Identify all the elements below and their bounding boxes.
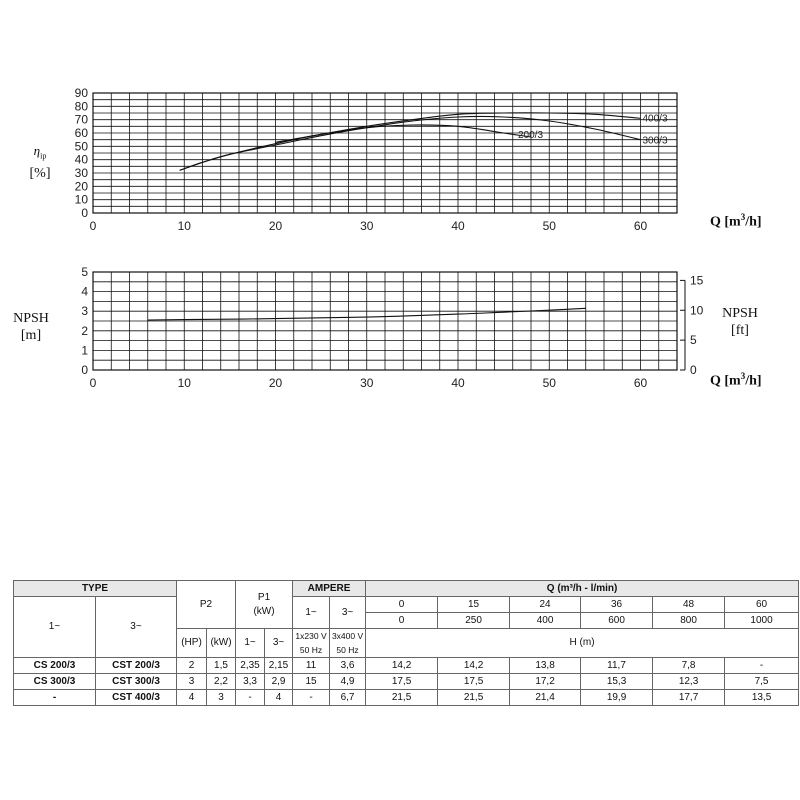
x-tick-label: 30 xyxy=(360,376,374,390)
q-m3h-cell: 60 xyxy=(725,597,799,613)
q-lmin-cell: 600 xyxy=(581,613,653,629)
value-cell: 15,3 xyxy=(581,674,653,690)
y-tick-label: 20 xyxy=(74,179,88,194)
value-cell: 2 xyxy=(177,658,207,674)
value-cell: 3 xyxy=(207,690,236,706)
amp-single-phase-header: 1~ xyxy=(293,597,330,629)
ampere-header: AMPERE xyxy=(293,581,366,597)
p1-header: P1 (kW) xyxy=(236,581,293,629)
y2-tick-label: 0 xyxy=(690,363,697,377)
efficiency-axis-label xyxy=(20,142,60,182)
npsh-left-title: NPSH xyxy=(13,311,49,326)
y-tick-label: 10 xyxy=(74,192,88,207)
voltage-single-header: 1x230 V 50 Hz xyxy=(293,629,330,658)
value-cell: 21,5 xyxy=(438,690,510,706)
y-tick-label: 70 xyxy=(74,112,88,127)
value-cell: 17,7 xyxy=(653,690,725,706)
q-lmin-cell: 800 xyxy=(653,613,725,629)
model-cell: CST 300/3 xyxy=(96,674,177,690)
amp-three-phase-header: 3~ xyxy=(330,597,366,629)
x-tick-label: 60 xyxy=(633,376,648,390)
x-tick-label: 10 xyxy=(177,376,191,390)
value-cell: 6,7 xyxy=(330,690,366,706)
value-cell: 15 xyxy=(293,674,330,690)
value-cell: 17,2 xyxy=(510,674,581,690)
q-m3h-cell: 0 xyxy=(366,597,438,613)
table-body xyxy=(14,658,799,706)
value-cell: 2,2 xyxy=(207,674,236,690)
value-cell: 3,3 xyxy=(236,674,265,690)
value-cell: 14,2 xyxy=(438,658,510,674)
y-tick-label: 4 xyxy=(81,284,88,299)
model-cell: - xyxy=(14,690,96,706)
y-tick-label: 0 xyxy=(81,206,88,220)
model-cell: CST 400/3 xyxy=(96,690,177,706)
model-cell: CS 300/3 xyxy=(14,674,96,690)
model-cell: CST 200/3 xyxy=(96,658,177,674)
q-m3h-cell: 15 xyxy=(438,597,510,613)
y-tick-label: 2 xyxy=(81,323,88,338)
value-cell: 4 xyxy=(265,690,293,706)
q-lmin-cell: 250 xyxy=(438,613,510,629)
value-cell: 2,9 xyxy=(265,674,293,690)
npsh-right-axis-label xyxy=(715,305,765,339)
value-cell: - xyxy=(236,690,265,706)
q-lmin-cell: 400 xyxy=(510,613,581,629)
y-tick-label: 90 xyxy=(74,86,88,100)
curve-label: 300/3 xyxy=(642,135,668,147)
value-cell: 21,5 xyxy=(366,690,438,706)
table-row xyxy=(14,658,799,674)
value-cell: 11,7 xyxy=(581,658,653,674)
three-phase-header: 3~ xyxy=(96,597,177,658)
x-tick-label: 50 xyxy=(542,376,556,390)
hp-unit-header: (HP) xyxy=(177,629,207,658)
curve-label: 200/3 xyxy=(518,130,544,141)
value-cell: 2,35 xyxy=(236,658,265,674)
y-tick-label: 50 xyxy=(74,139,88,154)
p2-header: P2 xyxy=(177,581,236,629)
y2-tick-label: 15 xyxy=(690,273,704,288)
x-tick-label: 0 xyxy=(89,376,97,390)
value-cell: 4 xyxy=(177,690,207,706)
eta-symbol: $\eta_{ip}$ xyxy=(33,143,47,161)
x-tick-label: 40 xyxy=(451,219,465,233)
table-row xyxy=(14,690,799,706)
p1-three-phase-header: 3~ xyxy=(265,629,293,658)
type-header: TYPE xyxy=(14,581,177,597)
value-cell: - xyxy=(725,658,799,674)
npsh-right-title: NPSH xyxy=(722,306,758,321)
q-m3h-cell: 36 xyxy=(581,597,653,613)
x-tick-label: 60 xyxy=(633,219,648,233)
q-m3h-cell: 24 xyxy=(510,597,581,613)
value-cell: 2,15 xyxy=(265,658,293,674)
x-axis-label-efficiency: Q $[m^3/h]$ xyxy=(710,212,762,230)
feet-unit: [ft] xyxy=(731,323,749,338)
value-cell: 17,5 xyxy=(438,674,510,690)
curve-label: 400/3 xyxy=(642,113,668,125)
value-cell: 19,9 xyxy=(581,690,653,706)
model-cell: CS 200/3 xyxy=(14,658,96,674)
x-tick-label: 40 xyxy=(451,376,465,390)
y-tick-label: 30 xyxy=(74,166,88,180)
percent-unit: [%] xyxy=(29,165,51,181)
x-tick-label: 50 xyxy=(542,219,556,233)
y2-tick-label: 5 xyxy=(690,333,697,348)
q-lmin-cell: 0 xyxy=(366,613,438,629)
y-tick-label: 5 xyxy=(81,265,88,279)
value-cell: 17,5 xyxy=(366,674,438,690)
value-cell: 14,2 xyxy=(366,658,438,674)
voltage-three-header: 3x400 V 50 Hz xyxy=(330,629,366,658)
x-tick-label: 20 xyxy=(268,219,283,233)
value-cell: 11 xyxy=(293,658,330,674)
value-cell: 7,8 xyxy=(653,658,725,674)
value-cell: 13,5 xyxy=(725,690,799,706)
value-cell: 21,4 xyxy=(510,690,581,706)
value-cell: - xyxy=(293,690,330,706)
y-tick-label: 3 xyxy=(81,304,88,319)
head-header: H (m) xyxy=(366,629,799,658)
kw-unit-header: (kW) xyxy=(207,629,236,658)
value-cell: 3 xyxy=(177,674,207,690)
x-tick-label: 0 xyxy=(89,219,97,233)
x-axis-label-npsh: Q $[m^3/h]$ xyxy=(710,371,762,389)
x-tick-label: 10 xyxy=(177,219,191,233)
q-header: Q (m³/h - l/min) xyxy=(366,581,799,597)
value-cell: 12,3 xyxy=(653,674,725,690)
value-cell: 4,9 xyxy=(330,674,366,690)
value-cell: 13,8 xyxy=(510,658,581,674)
table-row xyxy=(14,674,799,690)
npsh-left-axis-label xyxy=(6,310,56,344)
y-tick-label: 0 xyxy=(81,363,88,377)
npsh-chart xyxy=(81,265,703,390)
y-tick-label: 40 xyxy=(74,152,88,167)
y-tick-label: 80 xyxy=(74,99,88,114)
meters-unit: [m] xyxy=(20,328,42,343)
series-line xyxy=(180,125,531,170)
y-tick-label: 1 xyxy=(81,343,88,358)
performance-table xyxy=(13,580,799,706)
value-cell: 7,5 xyxy=(725,674,799,690)
q-m3h-cell: 48 xyxy=(653,597,725,613)
x-tick-label: 30 xyxy=(360,219,374,233)
efficiency-chart xyxy=(75,86,677,233)
value-cell: 1,5 xyxy=(207,658,236,674)
y2-tick-label: 10 xyxy=(690,303,704,318)
y-tick-label: 60 xyxy=(74,126,88,140)
value-cell: 3,6 xyxy=(330,658,366,674)
p1-single-phase-header: 1~ xyxy=(236,629,265,658)
x-tick-label: 20 xyxy=(268,376,283,390)
single-phase-header: 1~ xyxy=(14,597,96,658)
q-lmin-cell: 1000 xyxy=(725,613,799,629)
